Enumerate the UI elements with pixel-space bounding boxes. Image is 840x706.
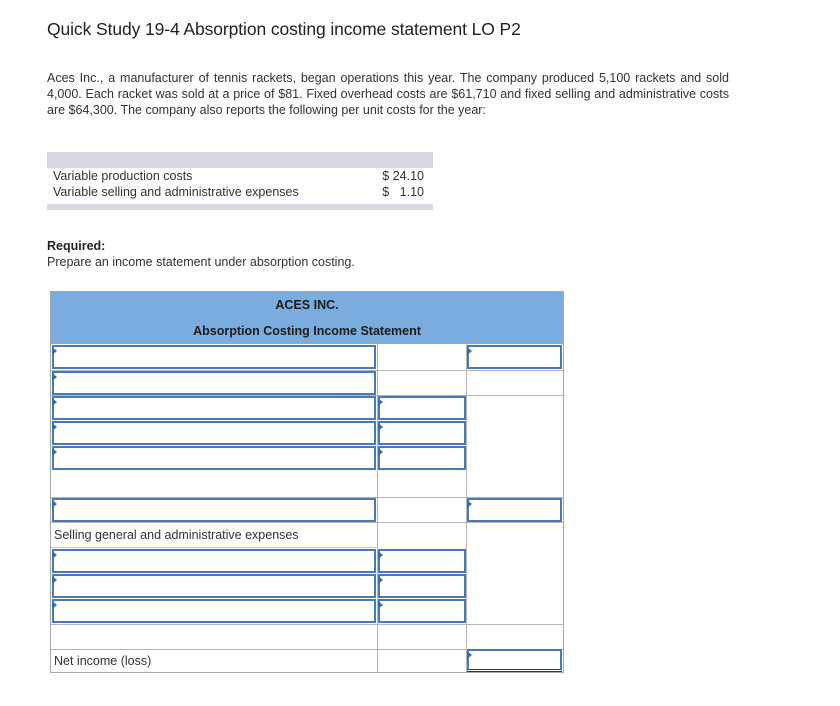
unit-cost-row (47, 168, 433, 184)
amount-input[interactable] (378, 446, 466, 470)
label-input[interactable] (52, 549, 376, 573)
unit-cost-table (47, 152, 433, 210)
income-statement (50, 291, 564, 673)
problem-text: Aces Inc., a manufacturer of tennis rackets, began operations this year. The company produced 5,100 rackets and sold 4,000. Each racket was sold at a price of $81. Fixed overhead costs are $61,710 and fixed selling and administrative costs are $64,300. The company also reports the following per unit costs for the year: (47, 71, 729, 118)
statement-title: Absorption Costing Income Statement (51, 318, 563, 344)
total-input[interactable] (467, 345, 562, 369)
required-text: Prepare an income statement under absorption costing. (47, 255, 355, 269)
label-input[interactable] (52, 446, 376, 470)
net-income-input[interactable] (467, 649, 562, 672)
table-header-bar (47, 152, 433, 168)
row-divider (51, 624, 563, 625)
unit-cost-value: $ 24.10 (382, 169, 424, 183)
unit-cost-value: $ 1.10 (382, 185, 424, 199)
label-input[interactable] (52, 396, 376, 420)
label-input[interactable] (52, 599, 376, 623)
label-input[interactable] (52, 574, 376, 598)
unit-cost-label: Variable selling and administrative expenses (53, 185, 299, 199)
amount-input[interactable] (378, 549, 466, 573)
row-divider (51, 522, 563, 523)
amount-input[interactable] (378, 599, 466, 623)
amount-input[interactable] (378, 574, 466, 598)
amount-input[interactable] (378, 421, 466, 445)
total-input[interactable] (467, 498, 562, 522)
unit-cost-row (47, 184, 433, 200)
table-footer-bar (47, 204, 433, 210)
required-heading: Required: (47, 239, 106, 253)
sga-label: Selling general and administrative expenses (51, 524, 377, 548)
amount-input[interactable] (378, 396, 466, 420)
statement-company-name: ACES INC. (51, 292, 563, 318)
unit-cost-label: Variable production costs (53, 169, 193, 183)
net-income-label: Net income (loss) (54, 654, 152, 668)
required-section (47, 238, 355, 270)
label-input[interactable] (52, 371, 376, 395)
label-input[interactable] (52, 345, 376, 369)
label-input[interactable] (52, 421, 376, 445)
page-title: Quick Study 19-4 Absorption costing income statement LO P2 (47, 19, 521, 39)
label-input[interactable] (52, 498, 376, 522)
